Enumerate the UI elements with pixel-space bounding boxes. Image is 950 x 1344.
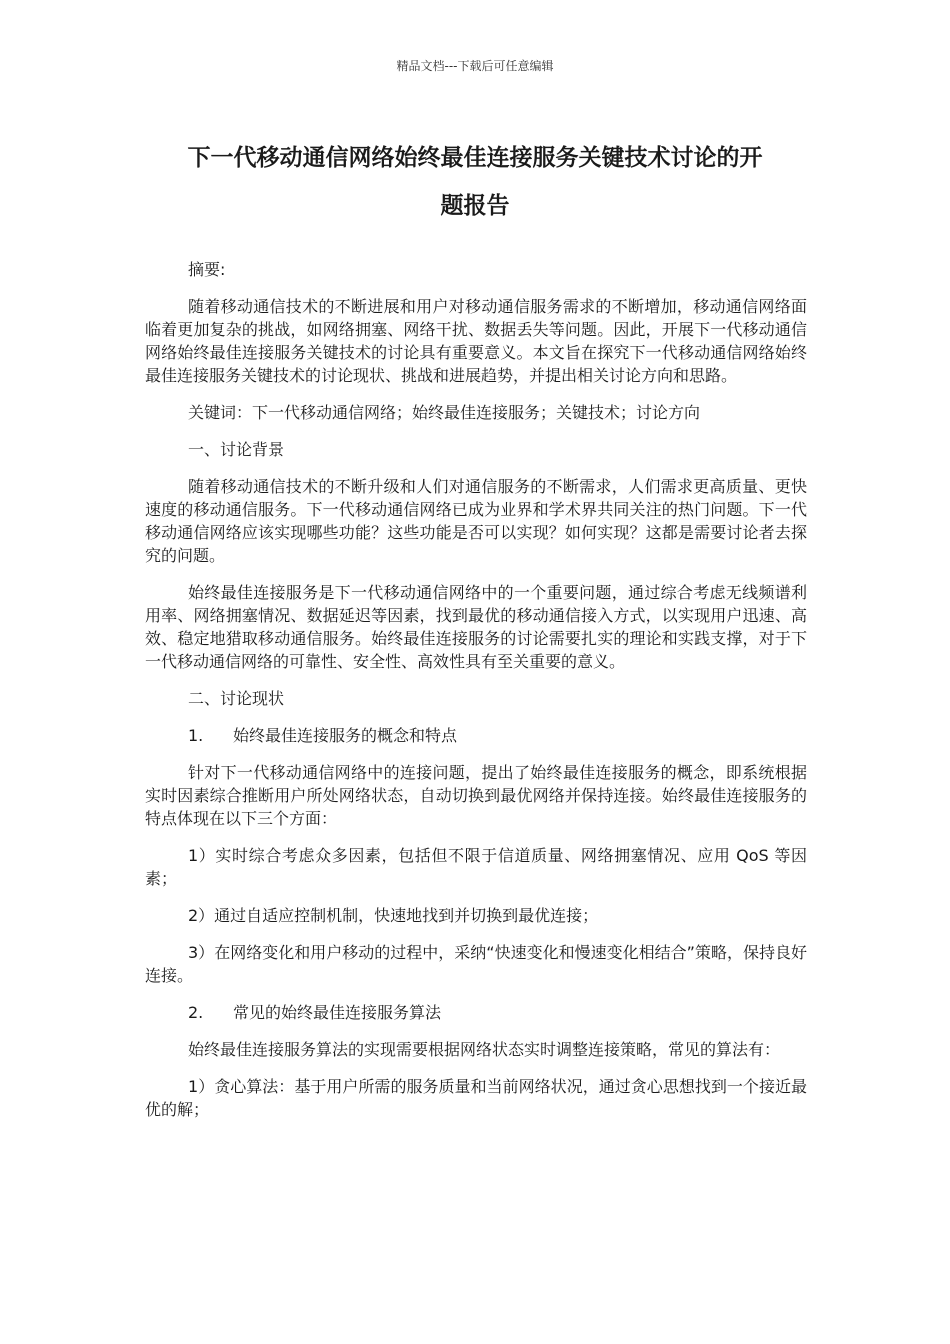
- keywords-line: 关键词：下一代移动通信网络；始终最佳连接服务；关键技术；讨论方向: [188, 403, 701, 422]
- subsection-1-paragraph: 针对下一代移动通信网络中的连接问题，提出了始终最佳连接服务的概念，即系统根据实时因素综合推断用户所处网络状态，自动切换到最优网络并保持连接。始终最佳连接服务的特点体现在以下三个方面：: [145, 763, 807, 828]
- subsection-1-number: 1.: [188, 726, 204, 745]
- page-header-note: 精品文档---下载后可任意编辑: [396, 59, 554, 73]
- section-1-heading: 一、讨论背景: [188, 440, 285, 459]
- feature-item-3: 3）在网络变化和用户移动的过程中，采纳“快速变化和慢速变化相结合”策略，保持良好连接。: [145, 943, 807, 985]
- section-1-paragraph-2: 始终最佳连接服务是下一代移动通信网络中的一个重要问题，通过综合考虑无线频谱利用率、网络拥塞情况、数据延迟等因素，找到最优的移动通信接入方式，以实现用户迅速、高效、稳定地猎取移动通信服务。始终最佳连接服务的讨论需要扎实的理论和实践支撑，对于下一代移动通信网络的可靠性、安全性、高效性具有至关重要的意义。: [145, 583, 807, 671]
- subsection-2-number: 2.: [188, 1003, 204, 1022]
- abstract-paragraph: 随着移动通信技术的不断进展和用户对移动通信服务需求的不断增加，移动通信网络面临着更加复杂的挑战，如网络拥塞、网络干扰、数据丢失等问题。因此，开展下一代移动通信网络始终最佳连接服务关键技术的讨论具有重要意义。本文旨在探究下一代移动通信网络始终最佳连接服务关键技术的讨论现状、挑战和进展趋势，并提出相关讨论方向和思路。: [145, 297, 807, 385]
- algorithm-item-1: 1）贪心算法：基于用户所需的服务质量和当前网络状况，通过贪心思想找到一个接近最优的解；: [145, 1077, 807, 1119]
- subsection-1-heading: [145, 724, 807, 747]
- subsection-2-title: 常见的始终最佳连接服务算法: [233, 1003, 442, 1022]
- subsection-2-heading: [145, 1001, 807, 1024]
- section-1-paragraph-1: 随着移动通信技术的不断升级和人们对通信服务的不断需求，人们需求更高质量、更快速度的移动通信服务。下一代移动通信网络已成为业界和学术界共同关注的热门问题。下一代移动通信网络应该实现哪些功能？这些功能是否可以实现？如何实现？这都是需要讨论者去探究的问题。: [145, 477, 807, 565]
- feature-item-2: 2）通过自适应控制机制，快速地找到并切换到最优连接；: [188, 906, 599, 925]
- document-title: [145, 134, 805, 230]
- document-body: [145, 258, 807, 1135]
- title-line-2: 题报告: [440, 193, 510, 219]
- subsection-2-paragraph: 始终最佳连接服务算法的实现需要根据网络状态实时调整连接策略，常见的算法有：: [188, 1040, 781, 1059]
- title-line-1: 下一代移动通信网络始终最佳连接服务关键技术讨论的开: [187, 145, 763, 171]
- feature-item-1: 1）实时综合考虑众多因素，包括但不限于信道质量、网络拥塞情况、应用 QoS 等因素；: [145, 846, 807, 888]
- subsection-1-title: 始终最佳连接服务的概念和特点: [233, 726, 458, 745]
- abstract-label: 摘要:: [188, 260, 226, 279]
- section-2-heading: 二、讨论现状: [188, 689, 285, 708]
